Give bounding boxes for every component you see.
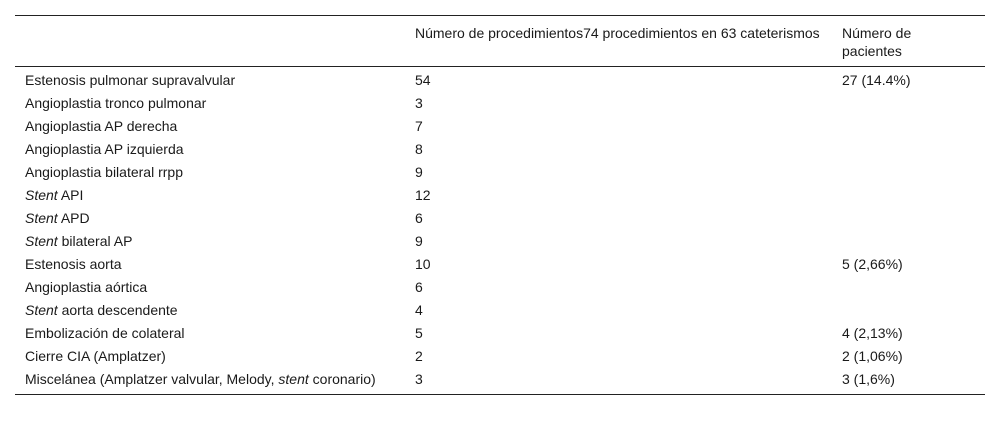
table-row <box>15 92 985 115</box>
row-patients <box>832 299 985 322</box>
table-header-row <box>15 16 985 67</box>
row-procedures: 9 <box>415 233 423 249</box>
row-patients <box>832 138 985 161</box>
table-row <box>15 115 985 138</box>
row-label: Stent aorta descendente <box>25 302 178 318</box>
row-label: Estenosis pulmonar supravalvular <box>25 72 236 88</box>
table-row <box>15 345 985 368</box>
table-row <box>15 207 985 230</box>
row-patients: 4 (2,13%) <box>842 325 903 341</box>
row-patients: 2 (1,06%) <box>842 348 903 364</box>
header-label-column <box>15 16 405 67</box>
row-procedures: 3 <box>415 95 423 111</box>
row-patients <box>832 207 985 230</box>
row-patients <box>832 184 985 207</box>
row-patients: 5 (2,66%) <box>842 256 903 272</box>
row-patients <box>832 276 985 299</box>
row-procedures: 10 <box>415 256 431 272</box>
row-procedures: 7 <box>415 118 423 134</box>
row-patients: 27 (14.4%) <box>842 72 911 88</box>
row-procedures: 2 <box>415 348 423 364</box>
row-procedures: 5 <box>415 325 423 341</box>
header-patients-column: Número de pacientes <box>832 16 985 67</box>
row-label: Miscelánea (Amplatzer valvular, Melody, stent coronario) <box>15 368 405 395</box>
procedures-table <box>15 15 985 395</box>
row-patients <box>832 230 985 253</box>
table-row <box>15 368 985 395</box>
row-label: Angioplastia tronco pulmonar <box>25 95 207 111</box>
row-procedures: 8 <box>415 141 423 157</box>
row-procedures: 6 <box>415 279 423 295</box>
row-label: Angioplastia aórtica <box>25 279 148 295</box>
row-procedures: 12 <box>415 187 431 203</box>
row-procedures: 3 <box>405 368 832 395</box>
row-label: Embolización de colateral <box>25 325 185 341</box>
table-row <box>15 322 985 345</box>
row-label: Stent bilateral AP <box>25 233 133 249</box>
row-procedures: 54 <box>415 72 431 88</box>
row-procedures: 9 <box>415 164 423 180</box>
table-row <box>15 299 985 322</box>
table-row <box>15 253 985 276</box>
header-procedures-column: Número de procedimientos74 procedimientos en 63 cateterismos <box>405 16 832 67</box>
table-row <box>15 276 985 299</box>
table-row <box>15 161 985 184</box>
table-row <box>15 184 985 207</box>
row-label: Angioplastia AP izquierda <box>25 141 184 157</box>
row-label: Stent APD <box>25 210 90 226</box>
row-label: Angioplastia AP derecha <box>25 118 178 134</box>
row-procedures: 6 <box>415 210 423 226</box>
row-procedures: 4 <box>415 302 423 318</box>
table-row <box>15 138 985 161</box>
table-row <box>15 67 985 93</box>
row-label: Estenosis aorta <box>25 256 122 272</box>
row-label: Angioplastia bilateral rrpp <box>25 164 183 180</box>
procedures-table-container <box>15 15 985 395</box>
row-label: Cierre CIA (Amplatzer) <box>25 348 166 364</box>
row-patients: 3 (1,6%) <box>832 368 985 395</box>
row-patients <box>832 92 985 115</box>
row-patients <box>832 161 985 184</box>
table-body <box>15 67 985 395</box>
row-label: Stent API <box>25 187 84 203</box>
table-row <box>15 230 985 253</box>
row-patients <box>832 115 985 138</box>
